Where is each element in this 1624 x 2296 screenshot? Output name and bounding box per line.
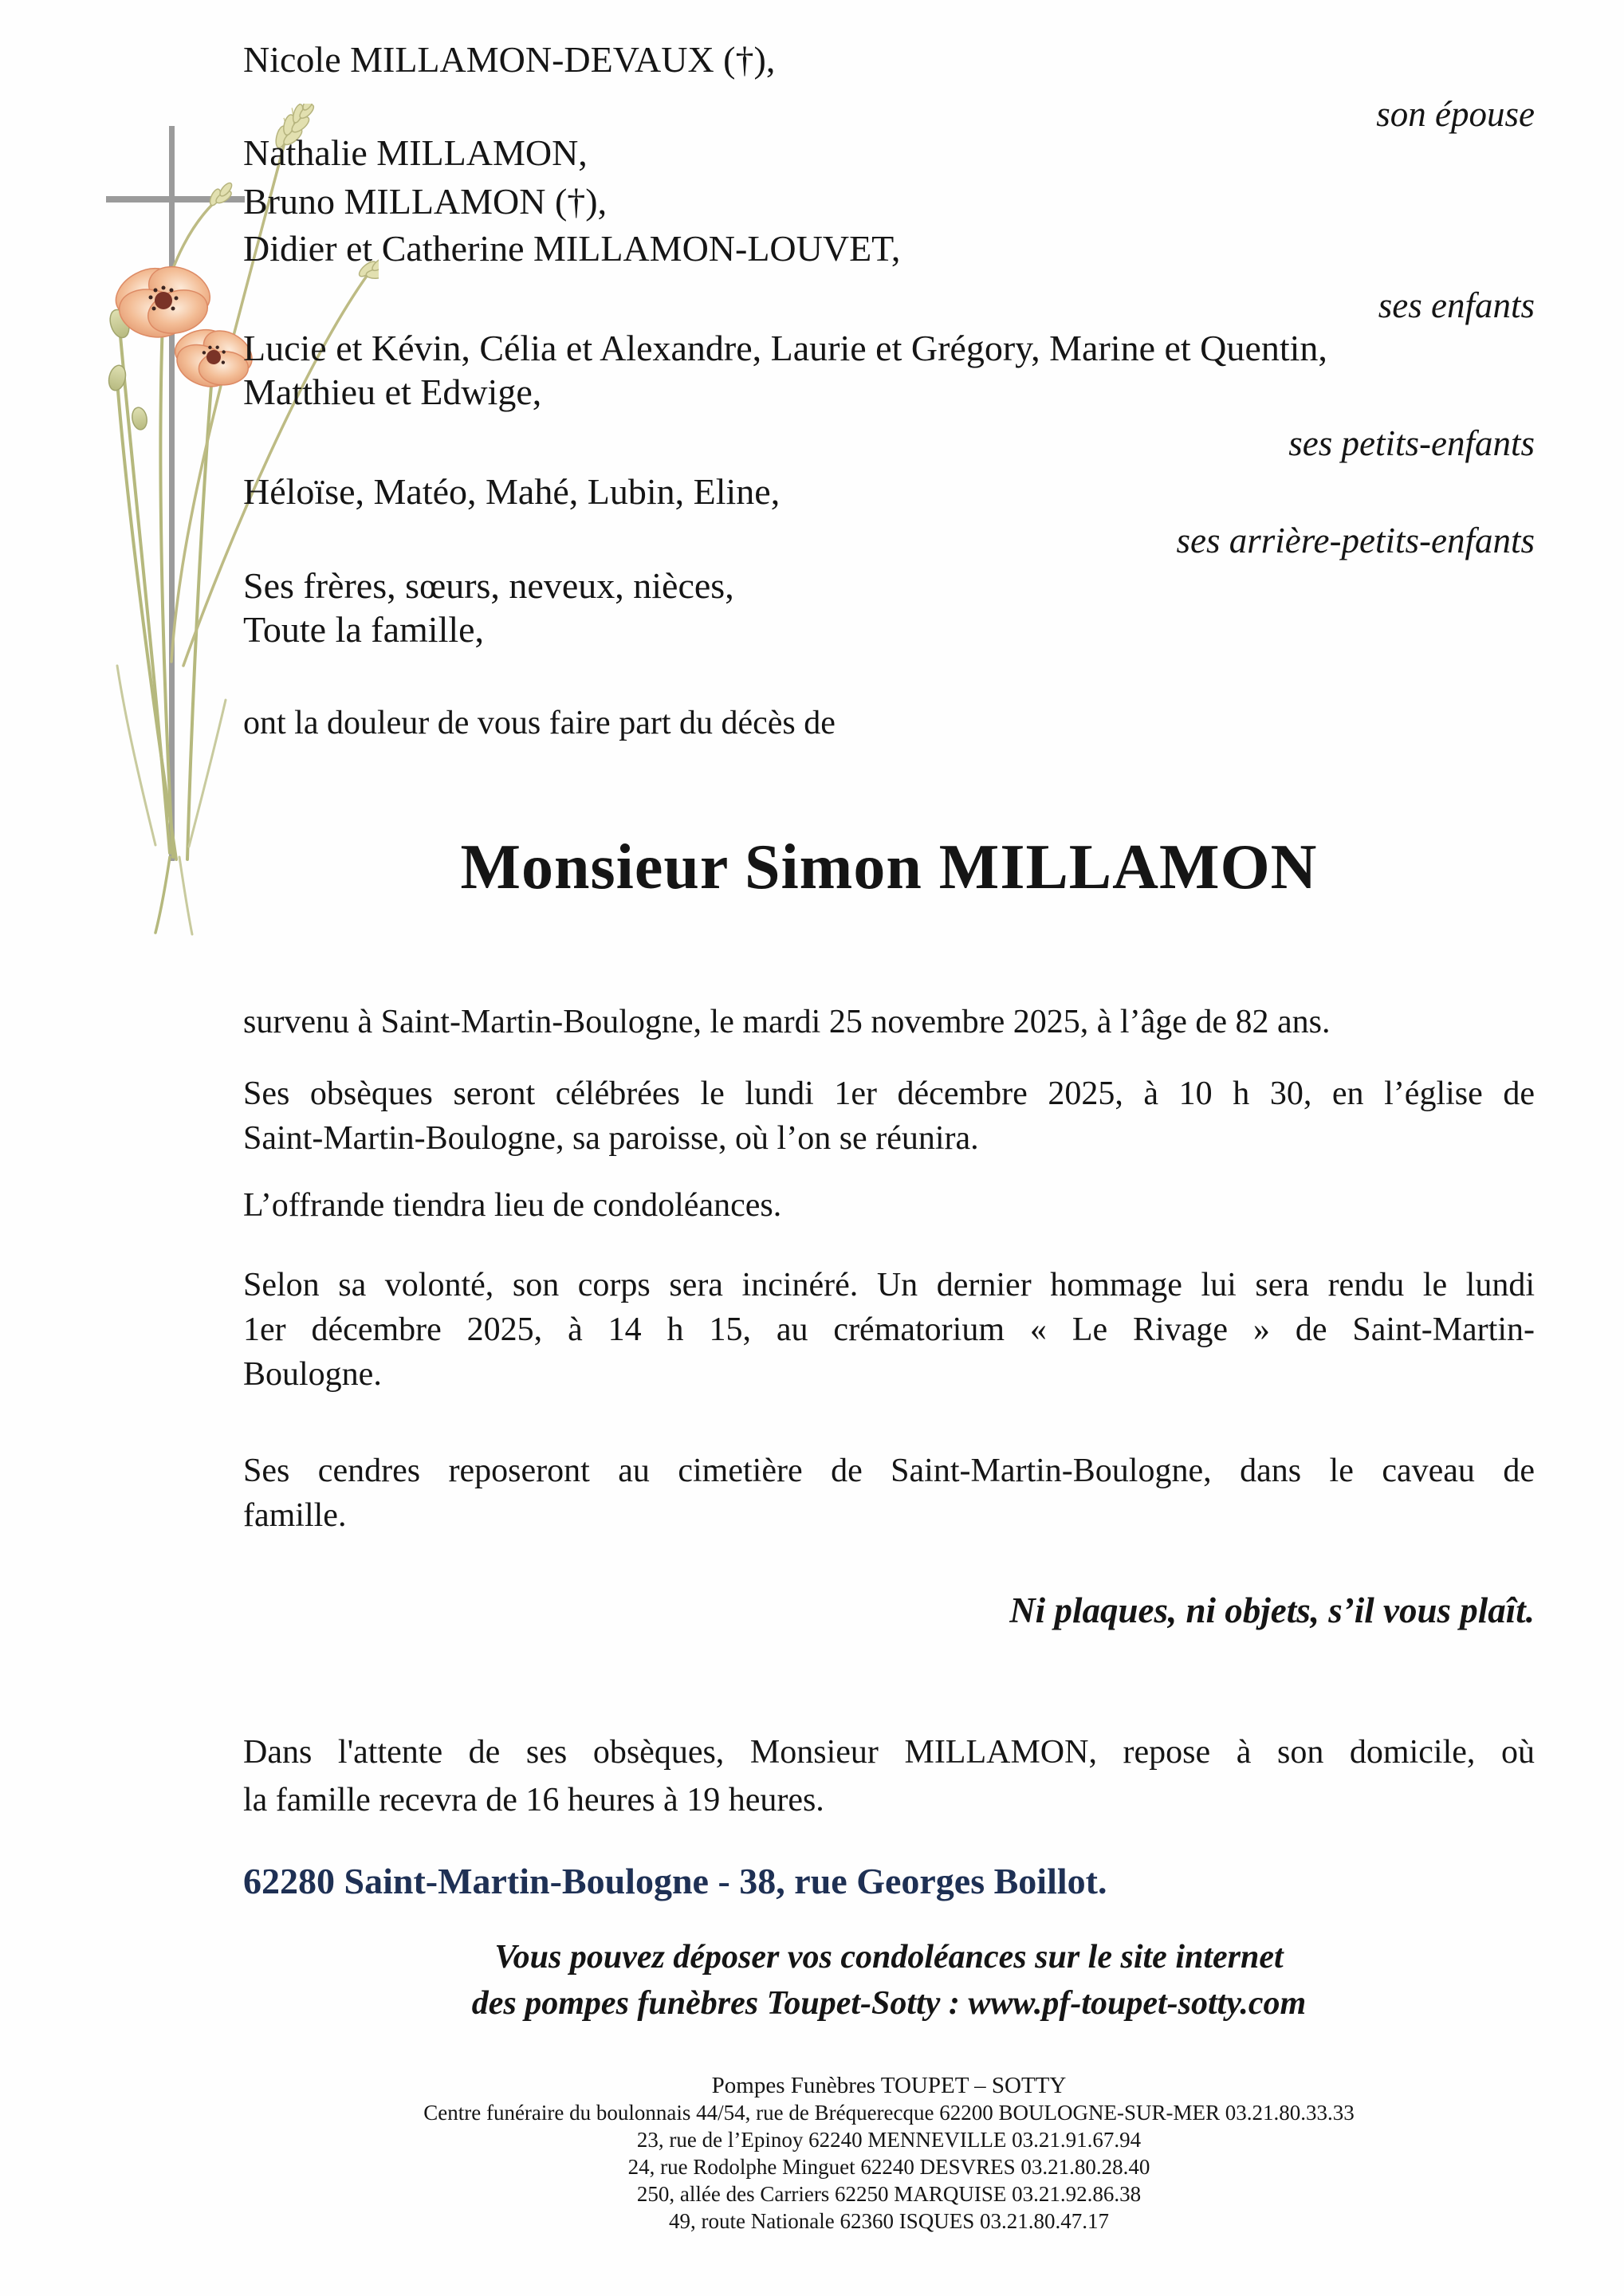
family-child-1: Nathalie MILLAMON, xyxy=(243,132,588,173)
cremation-paragraph xyxy=(243,1263,1535,1397)
family-great-grandchildren: Héloïse, Matéo, Mahé, Lubin, Eline, xyxy=(243,471,781,512)
service-paragraph xyxy=(243,1071,1535,1161)
cremation-line-1: Selon sa volonté, son corps sera incinéré. Un dernier hommage lui sera rendu le lundi xyxy=(243,1267,1535,1303)
funeral-home-branches xyxy=(243,2099,1535,2235)
family-grandchildren-line1: Lucie et Kévin, Célia et Alexandre, Laurie et Grégory, Marine et Quentin, xyxy=(243,328,1327,368)
ashes-paragraph xyxy=(243,1449,1535,1538)
relation-children-label: ses enfants xyxy=(1378,285,1535,325)
cremation-line-3: Boulogne. xyxy=(243,1356,382,1393)
funeral-home-name: Pompes Funèbres TOUPET – SOTTY xyxy=(711,2073,1067,2098)
relation-great-grandchildren-label: ses arrière-petits-enfants xyxy=(1176,521,1535,560)
branch-line: 49, route Nationale 62360 ISQUES 03.21.80.47.17 xyxy=(669,2209,1109,2233)
branch-line: Centre funéraire du boulonnais 44/54, rue de Bréquerecque 62200 BOULOGNE-SUR-MER 03.21.80.33.33 xyxy=(423,2101,1355,2125)
condolences-line-1: Vous pouvez déposer vos condoléances sur le site internet xyxy=(494,1939,1284,1976)
family-grandchildren-line2: Matthieu et Edwige, xyxy=(243,372,542,412)
family-spouse-name: Nicole MILLAMON-DEVAUX (†), xyxy=(243,39,776,80)
poppy-flower-icon xyxy=(108,258,264,400)
branch-line: 23, rue de l’Epinoy 62240 MENNEVILLE 03.21.91.67.94 xyxy=(636,2128,1142,2152)
visitation-line-2: la famille recevra de 16 heures à 19 heures. xyxy=(243,1782,824,1818)
relation-spouse-label: son épouse xyxy=(1376,94,1535,134)
condolences-line-2: des pompes funèbres Toupet-Sotty : www.pf-toupet-sotty.com xyxy=(471,1985,1307,2022)
no-plaques-request-line: Ni plaques, ni objets, s’il vous plaît. xyxy=(1009,1590,1535,1630)
relation-grandchildren-label: ses petits-enfants xyxy=(1288,423,1535,463)
home-address-line: 62280 Saint-Martin-Boulogne - 38, rue Georges Boillot. xyxy=(243,1861,1107,1901)
ashes-line-2: famille. xyxy=(243,1497,347,1534)
visitation-line-1: Dans l'attente de ses obsèques, Monsieur MILLAMON, repose à son domicile, où xyxy=(243,1734,1535,1771)
branch-line: 250, allée des Carriers 62250 MARQUISE 03.21.92.86.38 xyxy=(636,2182,1142,2206)
service-line-1: Ses obsèques seront célébrées le lundi 1er décembre 2025, à 10 h 30, en l’église de xyxy=(243,1075,1535,1112)
ashes-line-1: Ses cendres reposeront au cimetière de Saint-Martin-Boulogne, dans le caveau de xyxy=(243,1453,1535,1489)
condolences-website-note xyxy=(243,1934,1535,2027)
visitation-paragraph xyxy=(243,1728,1535,1824)
family-child-3: Didier et Catherine MILLAMON-LOUVET, xyxy=(243,228,901,269)
family-siblings-line: Ses frères, sœurs, neveux, nièces, xyxy=(243,565,734,606)
service-line-2: Saint-Martin-Boulogne, sa paroisse, où l’on se réunira. xyxy=(243,1120,979,1157)
deceased-name-title: Monsieur Simon MILLAMON xyxy=(460,832,1318,902)
offering-line: L’offrande tiendra lieu de condoléances. xyxy=(243,1187,782,1224)
family-child-2: Bruno MILLAMON (†), xyxy=(243,181,608,222)
cremation-line-2: 1er décembre 2025, à 14 h 15, au crématorium « Le Rivage » de Saint-Martin- xyxy=(243,1311,1535,1348)
death-details-line: survenu à Saint-Martin-Boulogne, le mardi 25 novembre 2025, à l’âge de 82 ans. xyxy=(243,1004,1331,1040)
family-all-line: Toute la famille, xyxy=(243,609,485,650)
branch-line: 24, rue Rodolphe Minguet 62240 DESVRES 03.21.80.28.40 xyxy=(627,2155,1150,2179)
intro-line: ont la douleur de vous faire part du décès de xyxy=(243,705,836,741)
